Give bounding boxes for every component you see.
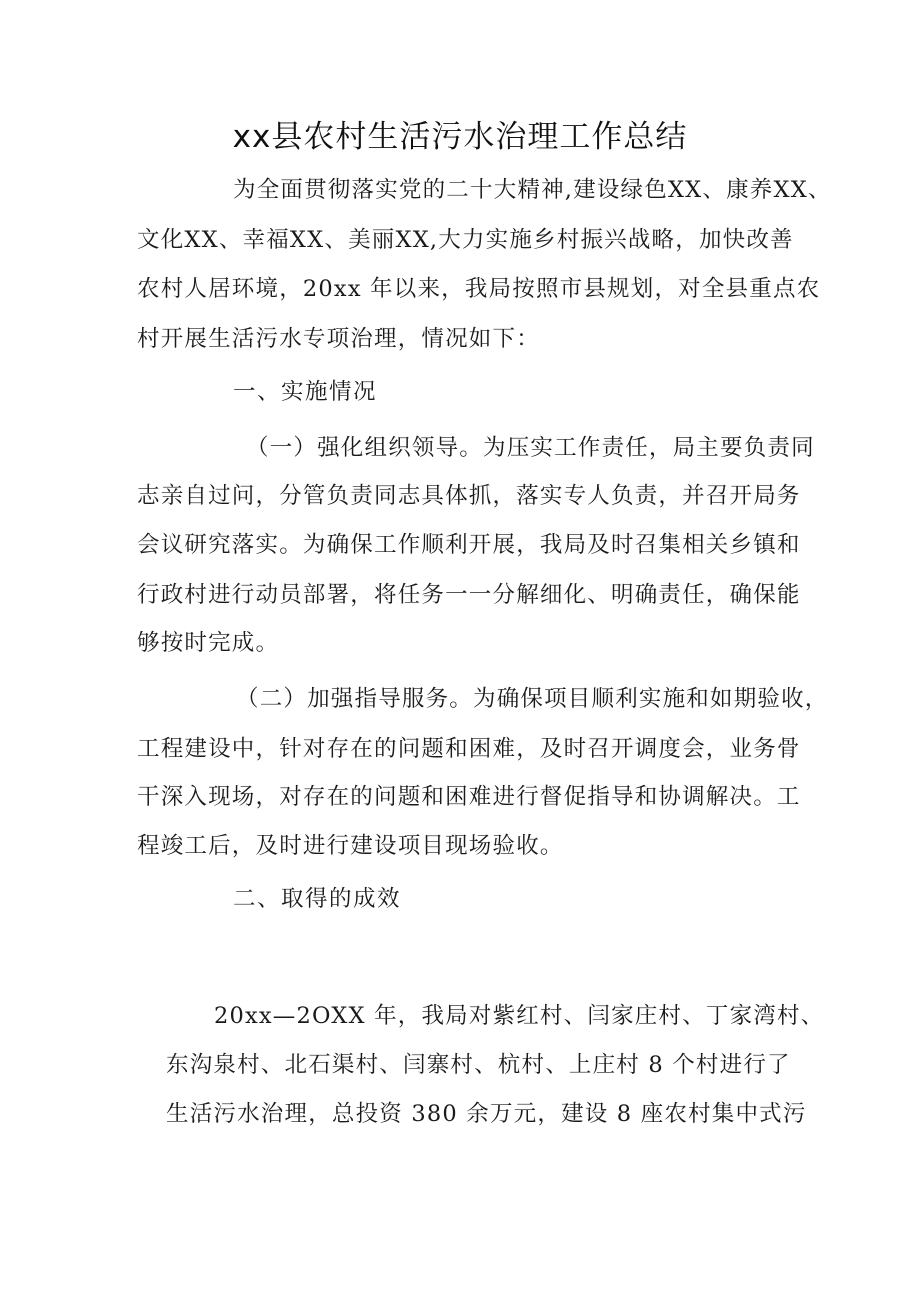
paragraph-line: （一）强化组织领导。为压实工作责任，局主要负责同 (246, 435, 815, 461)
paragraph-line: 够按时完成。 (137, 630, 280, 656)
paragraph-line: 农村人居环境，20xx 年以来，我局按照市县规划，对全县重点农 (137, 276, 821, 302)
paragraph-line: 程竣工后，及时进行建设项目现场验收。 (137, 833, 564, 859)
paragraph-line: 20xx—2OXX 年，我局对紫红村、闫家庄村、丁家湾村、 (214, 1003, 825, 1029)
section-heading-implementation: 一、实施情况 (233, 379, 378, 405)
paragraph-line: 干深入现场，对存在的问题和困难进行督促指导和协调解决。工 (137, 784, 801, 810)
paragraph-line: 为全面贯彻落实党的二十大精神,建设绿色XX、康养XX、 (233, 177, 832, 203)
paragraph-line: 东沟泉村、北石渠村、闫寨村、杭村、上庄村 8 个村进行了 (166, 1052, 791, 1078)
paragraph-line: 村开展生活污水专项治理，情况如下： (137, 326, 540, 352)
paragraph-line: 工程建设中，针对存在的问题和困难，及时召开调度会，业务骨 (137, 736, 801, 762)
section-heading-results: 二、取得的成效 (233, 886, 402, 912)
paragraph-line: 志亲自过问，分管负责同志具体抓，落实专人负责，并召开局务 (137, 483, 801, 509)
paragraph-line: （二）加强指导服务。为确保项目顺利实施和如期验收， (236, 686, 829, 712)
paragraph-line: 文化XX、幸福XX、美丽XX,大力实施乡村振兴战略，加快改善 (137, 227, 794, 253)
document-title: xx县农村生活污水治理工作总结 (232, 119, 688, 155)
paragraph-line: 行政村进行动员部署，将任务一一分解细化、明确责任，确保能 (137, 582, 801, 608)
paragraph-line: 会议研究落实。为确保工作顺利开展，我局及时召集相关乡镇和 (137, 532, 801, 558)
paragraph-line: 生活污水治理，总投资 380 余万元，建设 8 座农村集中式污 (166, 1101, 807, 1127)
